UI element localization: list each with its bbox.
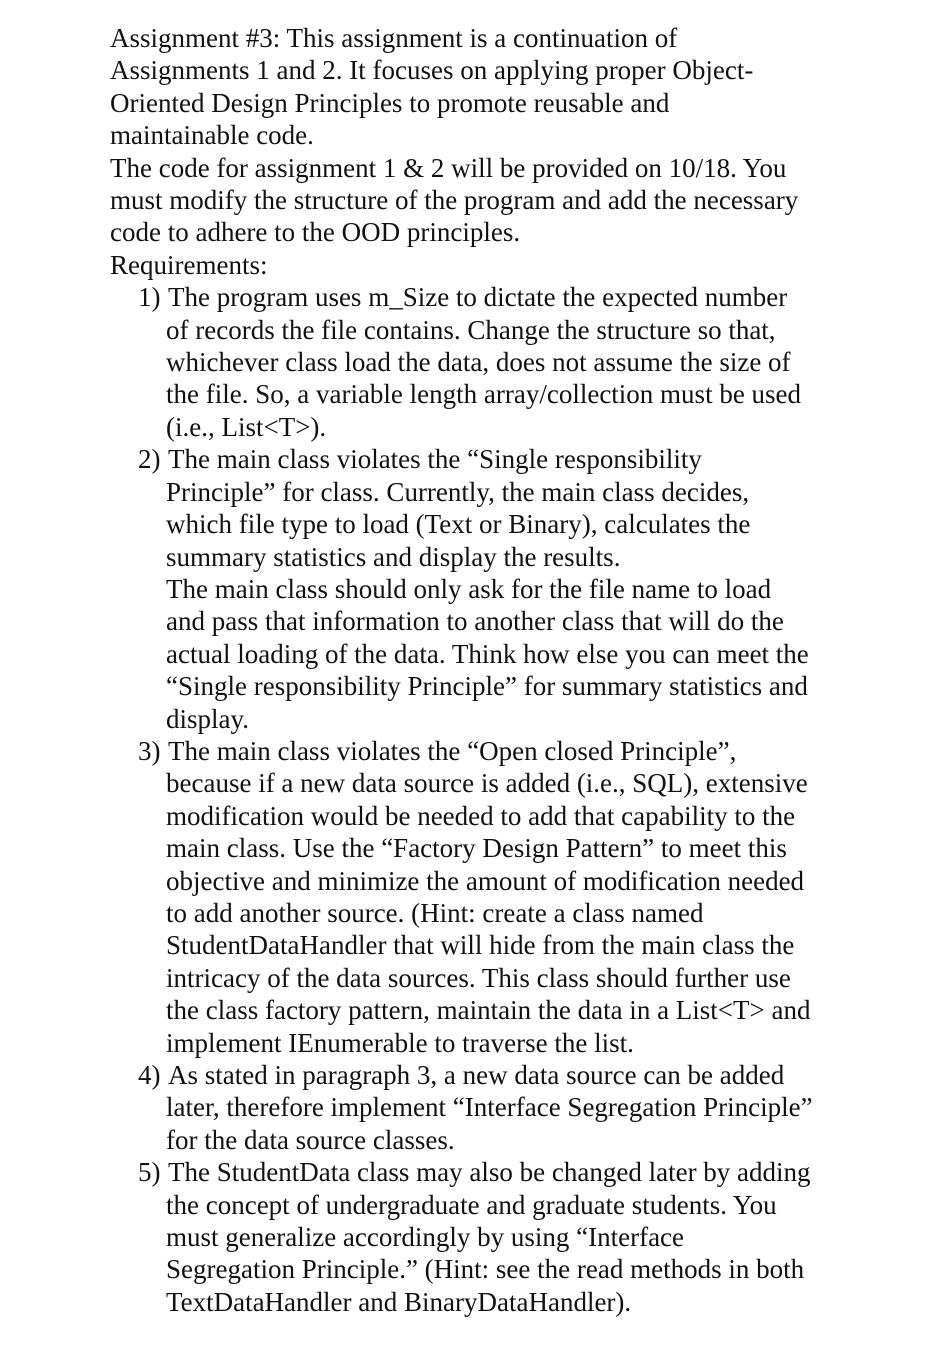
requirement-line: Segregation Principle.” (Hint: see the read methods in both: [166, 1254, 805, 1285]
requirement-line: main class. Use the “Factory Design Pattern” to meet this: [166, 833, 787, 864]
requirement-line: The main class should only ask for the file name to load: [166, 573, 772, 604]
requirement-line: because if a new data source is added (i.e., SQL), extensive: [166, 768, 808, 799]
requirement-line: As stated in paragraph 3, a new data source can be added: [168, 1060, 785, 1090]
requirement-line: TextDataHandler and BinaryDataHandler).: [166, 1286, 632, 1317]
intro-line: must modify the structure of the program and add the necessary: [110, 185, 799, 216]
requirement-line: to add another source. (Hint: create a class named: [166, 897, 704, 928]
requirement-text: [138, 1059, 850, 1156]
intro-line: maintainable code.: [110, 120, 314, 151]
requirement-line: The main class violates the “Single responsibility: [168, 444, 702, 475]
requirement-line: the class factory pattern, maintain the data in a List<T> and: [166, 995, 811, 1026]
requirement-item: [138, 281, 850, 443]
intro-line: Assignments 1 and 2. It focuses on applying proper Object-: [110, 55, 754, 86]
requirement-item: [138, 443, 850, 735]
requirement-line: later, therefore implement “Interface Segregation Principle”: [166, 1092, 813, 1123]
requirement-line: StudentDataHandler that will hide from the main class the: [166, 930, 795, 961]
requirement-line: whichever class load the data, does not assume the size of: [166, 347, 791, 378]
requirement-line: summary statistics and display the results.: [166, 541, 621, 572]
requirement-line: modification would be needed to add that capability to the: [166, 800, 796, 831]
requirement-text: [138, 443, 850, 735]
requirement-text: [138, 281, 850, 443]
requirement-item: [138, 735, 850, 1059]
intro-line: Assignment #3: This assignment is a continuation of: [110, 23, 678, 53]
requirement-number: 1): [138, 282, 161, 313]
requirement-line: Principle” for class. Currently, the main class decides,: [166, 476, 750, 507]
requirement-line: which file type to load (Text or Binary), calculates the: [166, 509, 751, 540]
requirement-line: for the data source classes.: [166, 1124, 455, 1155]
intro-line: code to adhere to the OOD principles.: [110, 217, 521, 248]
intro-paragraph: [110, 22, 850, 249]
requirement-line: The program uses m_Size to dictate the expected number: [168, 282, 788, 313]
requirement-number: 4): [138, 1060, 161, 1090]
intro-line: The code for assignment 1 & 2 will be provided on 10/18. You: [110, 152, 787, 183]
requirement-text: [138, 735, 850, 1059]
requirement-line: (i.e., List<T>).: [166, 411, 327, 442]
requirement-line: display.: [166, 703, 249, 734]
intro-line: Oriented Design Principles to promote reusable and: [110, 87, 670, 118]
requirement-item: [138, 1156, 850, 1318]
requirement-item: [138, 1059, 850, 1156]
requirements-list: [110, 281, 850, 1318]
requirement-line: The main class violates the “Open closed Principle”,: [168, 735, 737, 766]
requirement-number: 5): [138, 1157, 161, 1188]
requirement-line: implement IEnumerable to traverse the list.: [166, 1027, 634, 1058]
requirement-number: 2): [138, 444, 161, 475]
requirement-line: the file. So, a variable length array/collection must be used: [166, 379, 802, 410]
assignment-document: [110, 22, 850, 1318]
requirement-line: The StudentData class may also be changed later by adding: [168, 1157, 811, 1188]
requirement-line: “Single responsibility Principle” for summary statistics and: [166, 671, 808, 702]
requirement-line: actual loading of the data. Think how else you can meet the: [166, 638, 809, 669]
requirement-number: 3): [138, 735, 161, 766]
requirement-text: [138, 1156, 850, 1318]
requirement-line: and pass that information to another class that will do the: [166, 606, 784, 637]
requirement-line: the concept of undergraduate and graduate students. You: [166, 1189, 777, 1220]
requirement-line: objective and minimize the amount of modification needed: [166, 865, 805, 896]
requirements-heading: Requirements:: [110, 249, 268, 280]
requirement-line: intricacy of the data sources. This class should further use: [166, 962, 791, 993]
requirement-line: must generalize accordingly by using “Interface: [166, 1222, 685, 1253]
requirement-line: of records the file contains. Change the structure so that,: [166, 314, 776, 345]
